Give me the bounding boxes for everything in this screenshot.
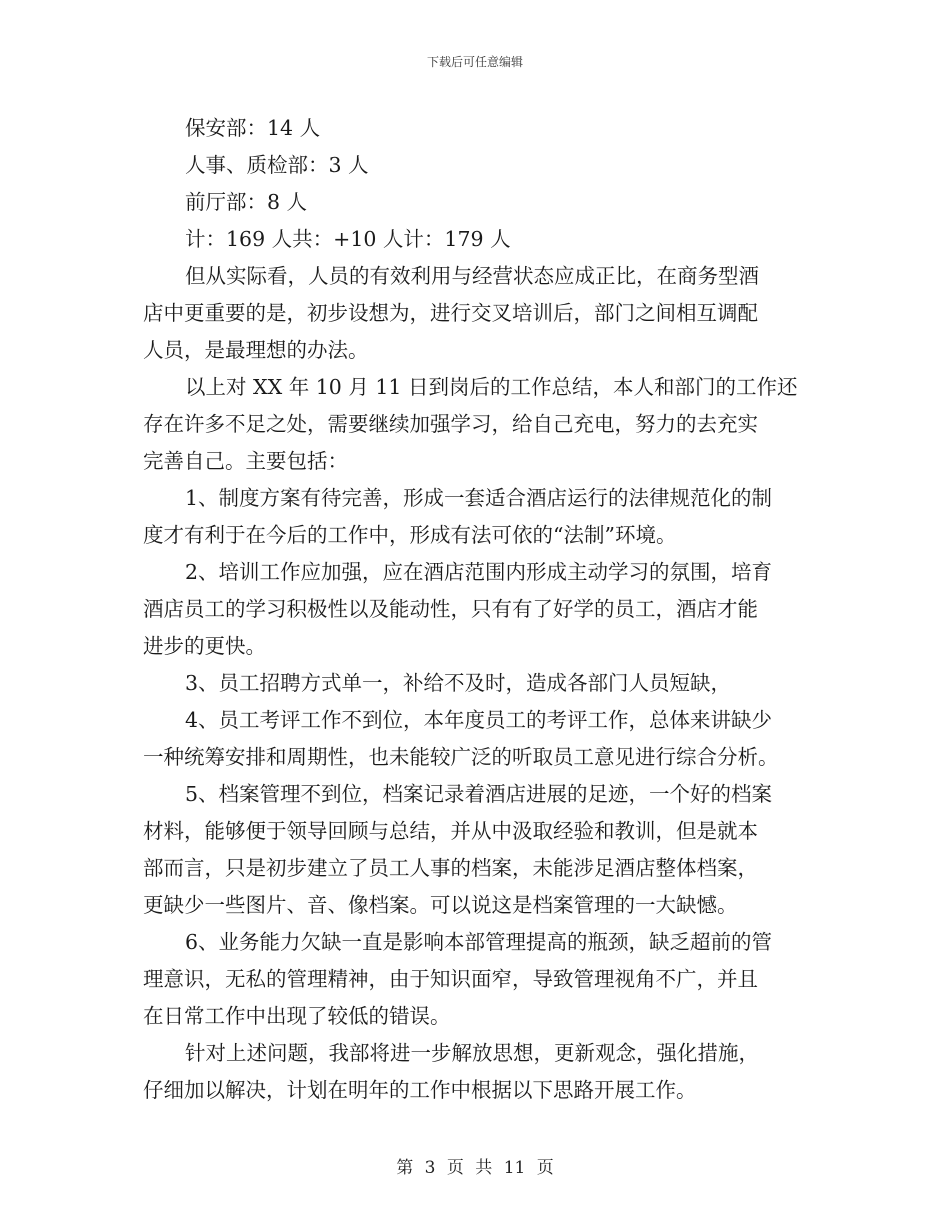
text-line: 3、员工招聘方式单一，补给不及时，造成各部门人员短缺，	[185, 671, 732, 695]
text-line: 进步的更快。	[143, 634, 266, 658]
text-line: 材料，能够便于领导回顾与总结，并从中汲取经验和教训，但是就本	[143, 819, 758, 843]
text-line: 前厅部：8 人	[185, 190, 308, 214]
text-line: 度才有利于在今后的工作中，形成有法可依的“法制”环境。	[143, 523, 677, 547]
text-line: 仔细加以解决，计划在明年的工作中根据以下思路开展工作。	[143, 1078, 697, 1102]
text-line: 人员，是最理想的办法。	[143, 338, 369, 362]
text-line: 在日常工作中出现了较低的错误。	[143, 1004, 451, 1028]
text-line: 6、业务能力欠缺一直是影响本部管理提高的瓶颈，缺乏超前的管	[185, 930, 773, 954]
text-line: 4、员工考评工作不到位，本年度员工的考评工作，总体来讲缺少	[185, 708, 773, 732]
page-number: 第 3 页 共 11 页	[396, 1158, 554, 1178]
text-line: 部而言，只是初步建立了员工人事的档案，未能涉足酒店整体档案，	[143, 856, 758, 880]
text-line: 以上对 XX 年 10 月 11 日到岗后的工作总结，本人和部门的工作还	[185, 375, 798, 399]
text-line: 完善自己。主要包括：	[143, 449, 348, 473]
text-line: 2、培训工作应加强，应在酒店范围内形成主动学习的氛围，培育	[185, 560, 773, 584]
text-line: 酒店员工的学习积极性以及能动性，只有有了好学的员工，酒店才能	[143, 597, 758, 621]
text-line: 但从实际看，人员的有效利用与经营状态应成正比，在商务型酒	[185, 264, 759, 288]
text-line: 1、制度方案有待完善，形成一套适合酒店运行的法律规范化的制	[185, 486, 773, 510]
text-line: 针对上述问题，我部将进一步解放思想，更新观念，强化措施，	[185, 1041, 759, 1065]
text-line: 店中更重要的是，初步设想为，进行交叉培训后，部门之间相互调配	[143, 301, 758, 325]
text-line: 更缺少一些图片、音、像档案。可以说这是档案管理的一大缺憾。	[143, 893, 738, 917]
text-line: 5、档案管理不到位，档案记录着酒店进展的足迹，一个好的档案	[185, 782, 773, 806]
document-body	[143, 110, 813, 1109]
text-line: 一种统筹安排和周期性，也未能较广泛的听取员工意见进行综合分析。	[143, 745, 779, 769]
text-line: 人事、质检部：3 人	[185, 153, 369, 177]
text-line: 存在许多不足之处，需要继续加强学习，给自己充电，努力的去充实	[143, 412, 758, 436]
text-line: 计：169 人共：+10 人计：179 人	[185, 227, 511, 251]
page-header: 下载后可任意编辑	[426, 55, 523, 69]
text-line: 理意识，无私的管理精神，由于知识面窄，导致管理视角不广，并且	[143, 967, 758, 991]
text-line: 保安部：14 人	[185, 116, 321, 140]
